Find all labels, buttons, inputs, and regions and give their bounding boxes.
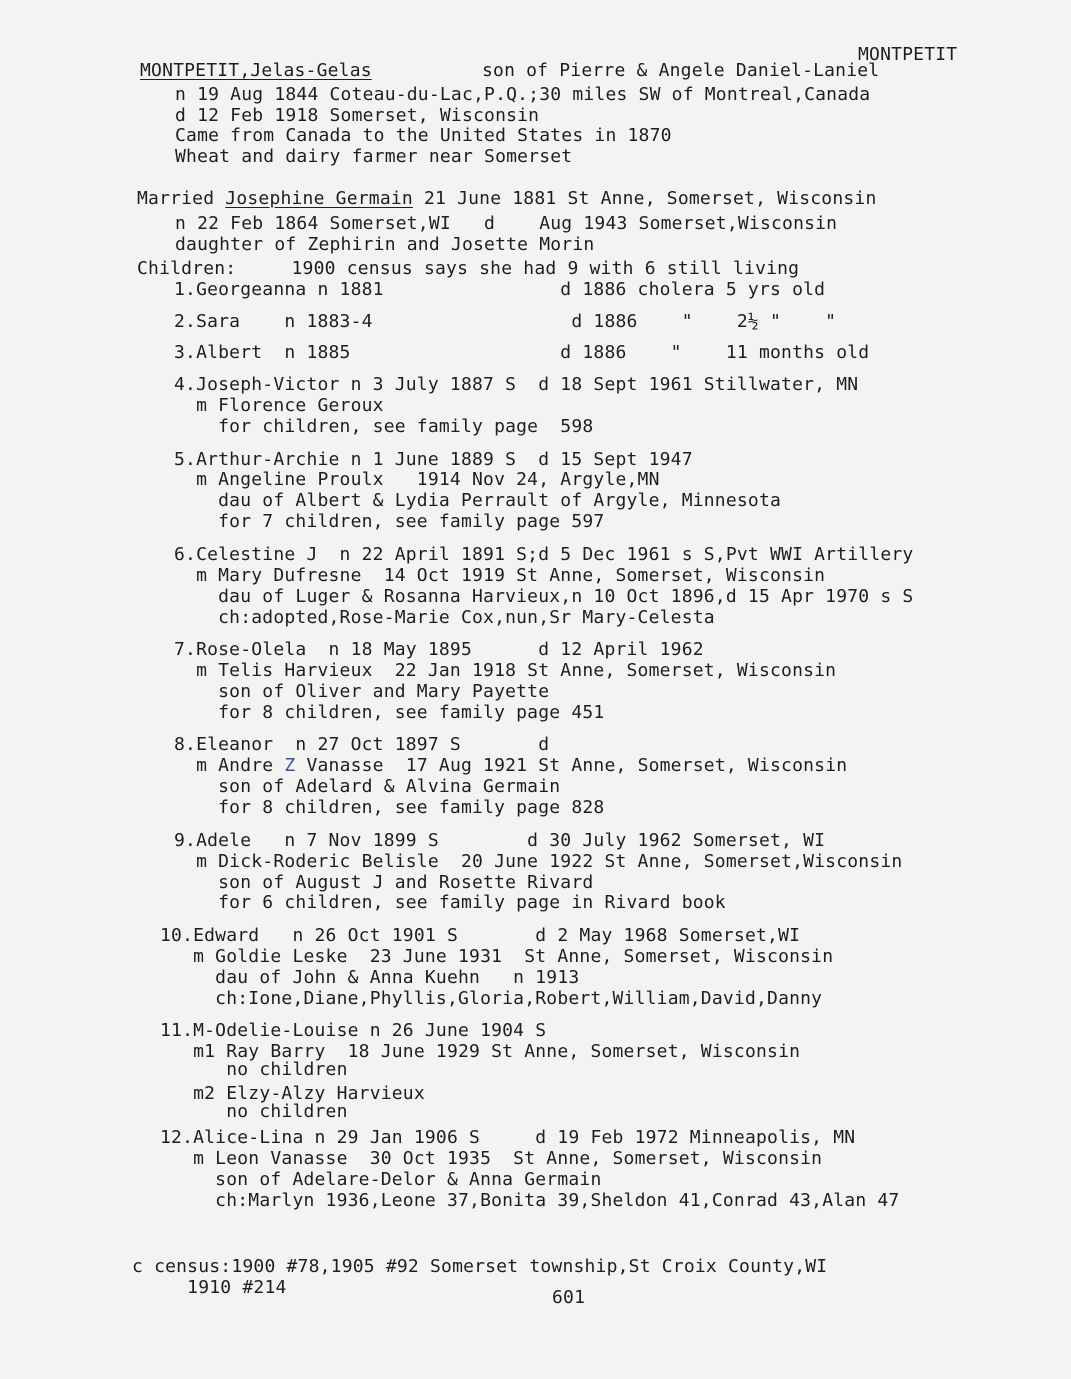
child-9-spouse: m Dick-Roderic Belisle 20 June 1922 St Anne, Somerset,Wisconsin	[174, 851, 903, 872]
child-12-spouse-parents: son of Adelare-Delor & Anna Germain	[160, 1169, 602, 1190]
child-7-spouse-parents: son of Oliver and Mary Payette	[174, 681, 550, 702]
child-12: 12.Alice-Lina n 29 Jan 1906 S d 19 Feb 1972 Minneapolis, MN	[160, 1127, 856, 1148]
child-2: 2.Sara n 1883-4 d 1886 " 2½ " "	[174, 311, 837, 332]
subject-birth: n 19 Aug 1844 Coteau-du-Lac,P.Q.;30 miles SW of Montreal,Canada	[175, 84, 871, 105]
child-8-spouse: m Andre Z Vanasse 17 Aug 1921 St Anne, Somerset, Wisconsin	[174, 755, 848, 776]
subject-parents: son of Pierre & Angele Daniel-Laniel	[482, 60, 880, 81]
child-9: 9.Adele n 7 Nov 1899 S d 30 July 1962 Somerset, WI	[174, 830, 826, 851]
child-4-note: for children, see family page 598	[174, 416, 594, 437]
child-10-spouse-parents: dau of John & Anna Kuehn n 1913	[160, 967, 580, 988]
child-4-spouse: m Florence Geroux	[174, 395, 384, 416]
child-9-spouse-parents: son of August J and Rosette Rivard	[174, 872, 594, 893]
child-11-spouse-2-note: no children	[160, 1101, 348, 1122]
subject-immigration: Came from Canada to the United States in 1870	[175, 125, 672, 146]
spouse-birth-death: n 22 Feb 1864 Somerset,WI d Aug 1943 Somerset,Wisconsin	[175, 213, 838, 234]
children-header: Children: 1900 census says she had 9 with 6 still living	[137, 258, 800, 279]
child-8: 8.Eleanor n 27 Oct 1897 S d	[174, 734, 550, 755]
child-6-note: ch:adopted,Rose-Marie Cox,nun,Sr Mary-Celesta	[174, 607, 715, 628]
child-11-spouse-1-note: no children	[160, 1059, 348, 1080]
corner-label: MONTPETIT	[858, 44, 958, 65]
child-8-spouse-parents: son of Adelard & Alvina Germain	[174, 776, 561, 797]
child-10-children: ch:Ione,Diane,Phyllis,Gloria,Robert,William,David,Danny	[160, 988, 823, 1009]
child-7: 7.Rose-Olela n 18 May 1895 d 12 April 1962	[174, 639, 704, 660]
child-10: 10.Edward n 26 Oct 1901 S d 2 May 1968 Somerset,WI	[160, 925, 801, 946]
child-7-spouse: m Telis Harvieux 22 Jan 1918 St Anne, Somerset, Wisconsin	[174, 660, 837, 681]
subject-name: MONTPETIT,Jelas-Gelas	[140, 60, 372, 81]
child-6-spouse-parents: dau of Luger & Rosanna Harvieux,n 10 Oct 1896,d 15 Apr 1970 s S	[174, 586, 914, 607]
subject-occupation: Wheat and dairy farmer near Somerset	[175, 146, 573, 167]
subject-death: d 12 Feb 1918 Somerset, Wisconsin	[175, 105, 540, 126]
child-8-note: for 8 children, see family page 828	[174, 797, 605, 818]
child-5-note: for 7 children, see family page 597	[174, 511, 605, 532]
child-6-spouse: m Mary Dufresne 14 Oct 1919 St Anne, Somerset, Wisconsin	[174, 565, 826, 586]
census-line-1: c census:1900 #78,1905 #92 Somerset township,St Croix County,WI	[132, 1256, 828, 1277]
child-3: 3.Albert n 1885 d 1886 " 11 months old	[174, 342, 870, 363]
child-9-note: for 6 children, see family page in Rivard book	[174, 892, 726, 913]
child-5: 5.Arthur-Archie n 1 June 1889 S d 15 Sept 1947	[174, 449, 693, 470]
census-line-2: 1910 #214	[132, 1277, 287, 1298]
page-number: 601	[552, 1287, 586, 1308]
child-4: 4.Joseph-Victor n 3 July 1887 S d 18 Sept 1961 Stillwater, MN	[174, 374, 859, 395]
child-10-spouse: m Goldie Leske 23 June 1931 St Anne, Somerset, Wisconsin	[160, 946, 834, 967]
child-11: 11.M-Odelie-Louise n 26 June 1904 S	[160, 1020, 547, 1041]
child-12-children: ch:Marlyn 1936,Leone 37,Bonita 39,Sheldon 41,Conrad 43,Alan 47	[160, 1190, 900, 1211]
child-6: 6.Celestine J n 22 April 1891 S;d 5 Dec 1961 s S,Pvt WWI Artillery	[174, 544, 914, 565]
child-1: 1.Georgeanna n 1881 d 1886 cholera 5 yrs old	[174, 279, 826, 300]
spouse-name: Josephine Germain	[225, 188, 413, 209]
child-5-spouse: m Angeline Proulx 1914 Nov 24, Argyle,MN	[174, 469, 660, 490]
child-7-note: for 8 children, see family page 451	[174, 702, 605, 723]
child-11-spouse-1: m1 Ray Barry 18 June 1929 St Anne, Somerset, Wisconsin	[160, 1041, 801, 1062]
child-12-spouse: m Leon Vanasse 30 Oct 1935 St Anne, Somerset, Wisconsin	[160, 1148, 823, 1169]
spouse-parents: daughter of Zephirin and Josette Morin	[175, 234, 595, 255]
child-5-spouse-parents: dau of Albert & Lydia Perrault of Argyle, Minnesota	[174, 490, 782, 511]
marriage-line: Married Josephine Germain 21 June 1881 St Anne, Somerset, Wisconsin	[137, 188, 877, 209]
child-11-spouse-2: m2 Elzy-Alzy Harvieux	[160, 1083, 425, 1104]
